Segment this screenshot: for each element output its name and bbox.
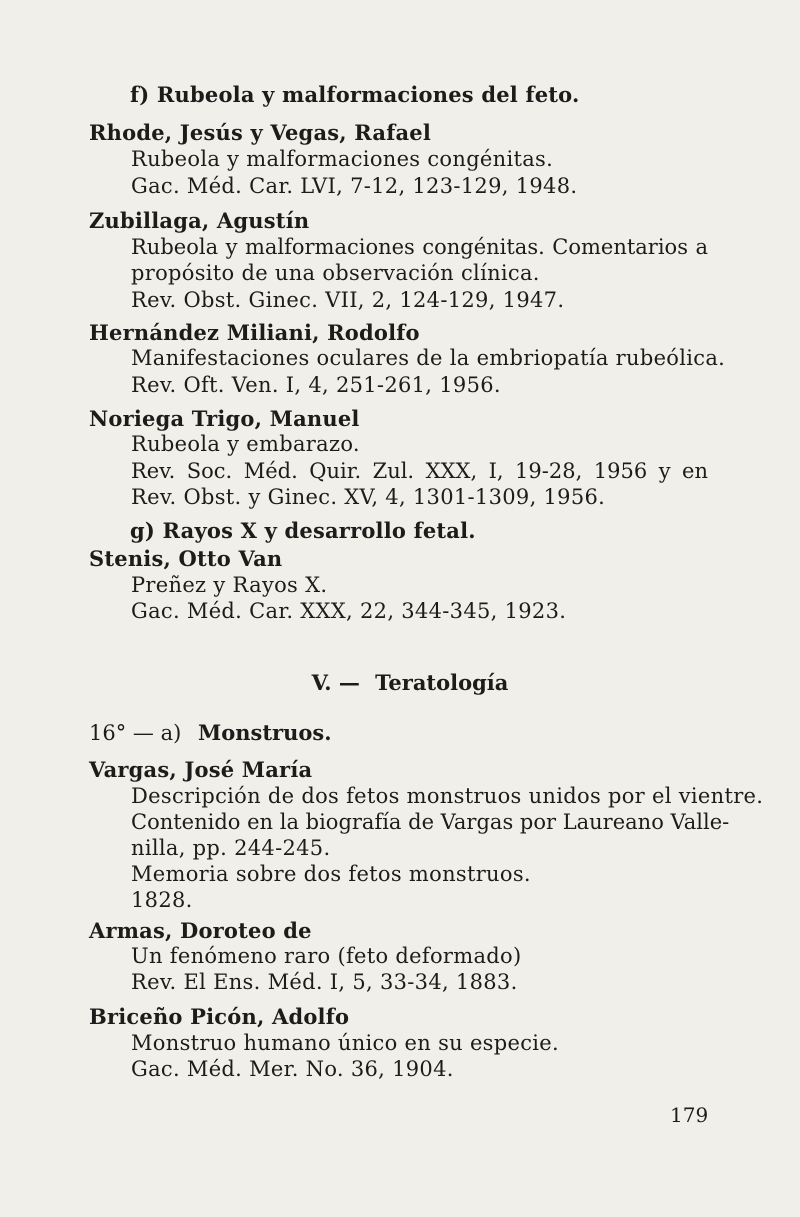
author-noriega: Noriega Trigo, Manuel <box>89 406 360 431</box>
author-vargas: Vargas, José María <box>89 757 313 782</box>
entry-citation: Gac. Méd. Car. LVI, 7-12, 123-129, 1948. <box>131 174 578 198</box>
subsection-number: 16° — a) <box>89 721 182 745</box>
author-armas: Armas, Doroteo de <box>89 918 312 943</box>
entry-note: Contenido en la biografía de Vargas por Laureano Valle- <box>131 810 730 834</box>
subsection-heading-16 <box>89 720 332 745</box>
entry-citation: Gac. Méd. Mer. No. 36, 1904. <box>131 1057 454 1081</box>
entry-title: Rubeola y malformaciones congénitas. Comentarios a <box>131 235 708 259</box>
author-hernandez: Hernández Miliani, Rodolfo <box>89 320 420 345</box>
subsection-title: Monstruos. <box>197 720 332 745</box>
entry-note-cont: nilla, pp. 244-245. <box>131 836 331 860</box>
entry-title: Preñez y Rayos X. <box>131 573 328 597</box>
entry-title: Manifestaciones oculares de la embriopatía rubeólica. <box>131 346 726 370</box>
entry-citation: Gac. Méd. Car. XXX, 22, 344-345, 1923. <box>131 599 567 623</box>
entry-citation: Rev. El Ens. Méd. I, 5, 33-34, 1883. <box>131 970 518 994</box>
entry-title: Memoria sobre dos fetos monstruos. <box>131 862 531 886</box>
author-briceno: Briceño Picón, Adolfo <box>89 1004 350 1029</box>
section-title: Teratología <box>375 670 509 695</box>
section-heading <box>0 670 800 695</box>
entry-title: Rubeola y embarazo. <box>131 432 360 456</box>
page-number: 179 <box>670 1103 709 1127</box>
entry-title: Monstruo humano único en su especie. <box>131 1031 560 1055</box>
entry-title: Un fenómeno raro (feto deformado) <box>131 944 522 968</box>
entry-citation-cont: Rev. Obst. y Ginec. XV, 4, 1301-1309, 1956. <box>131 485 606 509</box>
entry-citation: Rev. Obst. Ginec. VII, 2, 124-129, 1947. <box>131 288 565 312</box>
subsection-heading-g: g) Rayos X y desarrollo fetal. <box>130 518 476 543</box>
author-zubillaga: Zubillaga, Agustín <box>89 208 310 233</box>
entry-citation: Rev. Soc. Méd. Quir. Zul. XXX, I, 19-28, 1956 y en <box>131 459 708 483</box>
subsection-heading-f: f) Rubeola y malformaciones del feto. <box>130 82 580 107</box>
section-number: V. — <box>311 670 360 695</box>
entry-title: Rubeola y malformaciones congénitas. <box>131 147 554 171</box>
author-rhode: Rhode, Jesús y Vegas, Rafael <box>89 120 432 145</box>
entry-citation: Rev. Oft. Ven. I, 4, 251-261, 1956. <box>131 373 501 397</box>
entry-title: Descripción de dos fetos monstruos unidos por el vientre. <box>131 784 764 808</box>
entry-citation: 1828. <box>131 888 193 912</box>
entry-title-cont: propósito de una observación clínica. <box>131 261 540 285</box>
author-stenis: Stenis, Otto Van <box>89 546 283 571</box>
